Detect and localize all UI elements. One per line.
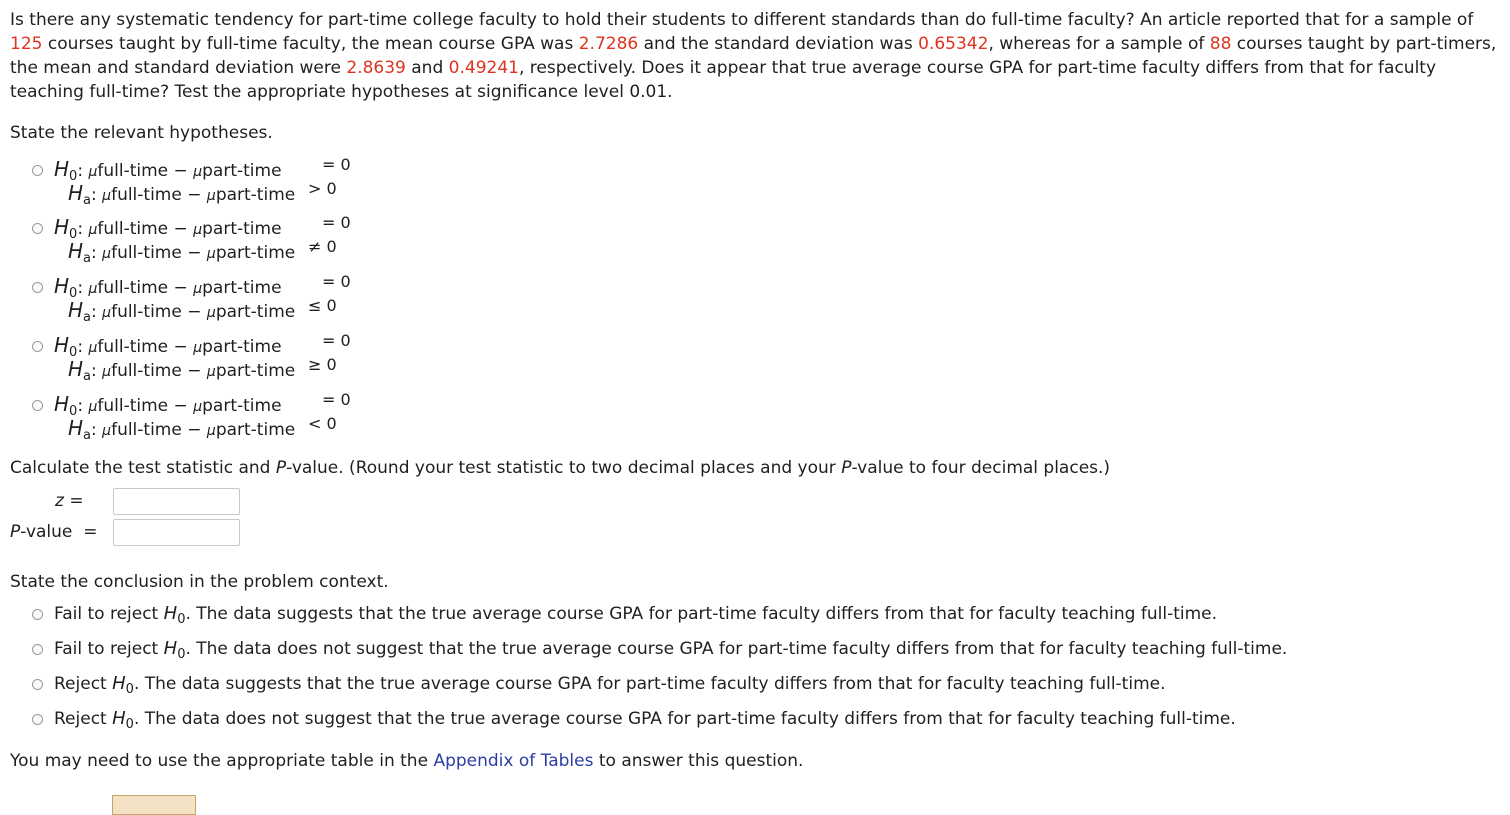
- h-subscript: 0: [69, 227, 78, 242]
- calc-label-p: P: [275, 458, 287, 478]
- full-time-label: full-time: [97, 161, 169, 181]
- pvalue-p: P: [10, 522, 21, 542]
- full-time-label: full-time: [111, 243, 182, 263]
- h-subscript: 0: [125, 717, 134, 732]
- conclusion-tail: . The data suggests that the true average course GPA for part-time faculty differs from that for faculty teaching full-time.: [185, 604, 1218, 624]
- h-symbol: H: [68, 181, 84, 205]
- statement-text: , respectively. Does it appear that true average course GPA for part-time faculty differs from that for faculty teaching full-time? Test the appropriate hypotheses at significance level 0.01.: [10, 58, 1437, 102]
- radio-button[interactable]: [32, 679, 43, 690]
- hypothesis-option-4[interactable]: [32, 333, 432, 385]
- conclusion-lead: Fail to reject: [54, 639, 164, 659]
- radio-button[interactable]: [32, 714, 43, 725]
- equals-sign: =: [69, 491, 84, 511]
- full-time-label: full-time: [97, 396, 169, 416]
- h0-line: [54, 215, 282, 242]
- radio-button[interactable]: [32, 400, 43, 411]
- h-symbol: H: [68, 239, 84, 263]
- conclusion-text: [54, 603, 1218, 627]
- mu-symbol: μ: [193, 340, 203, 356]
- statement-text: courses taught by part-timers, the mean and standard deviation were: [10, 34, 1497, 78]
- ha-line: [68, 416, 296, 443]
- colon: :: [77, 161, 84, 181]
- part-time-label: part-time: [215, 185, 296, 205]
- h-subscript: 0: [177, 612, 186, 627]
- conclusion-tail: . The data does not suggest that the true average course GPA for part-time faculty differs from that for faculty teaching full-time.: [133, 709, 1236, 729]
- colon: :: [91, 185, 97, 205]
- statement-text: Is there any systematic tendency for part-time college faculty to hold their students to different standards than do full-time faculty? An article reported that for a sample of: [10, 10, 1474, 30]
- conclusion-tail: . The data suggests that the true average course GPA for part-time faculty differs from that for faculty teaching full-time.: [133, 674, 1166, 694]
- mu-symbol: μ: [102, 364, 112, 380]
- mu-symbol: μ: [206, 188, 216, 204]
- conclusion-text: [54, 708, 1236, 732]
- colon: :: [77, 396, 84, 416]
- h-symbol: H: [112, 708, 126, 729]
- part-time-label: part-time: [215, 420, 296, 440]
- part-time-label: part-time: [202, 396, 282, 416]
- full-time-label: full-time: [111, 361, 182, 381]
- h0-line: [54, 392, 282, 419]
- h-subscript: 0: [69, 286, 78, 301]
- sd-part-value: 0.49241: [448, 58, 519, 78]
- mean-full-value: 2.7286: [578, 34, 639, 54]
- radio-button[interactable]: [32, 165, 43, 176]
- h-symbol: H: [163, 638, 178, 659]
- pvalue-text: -value: [20, 522, 73, 542]
- hypothesis-option-5[interactable]: [32, 392, 432, 444]
- part-time-label: part-time: [202, 161, 282, 181]
- statement-text: and: [405, 58, 449, 78]
- colon: :: [91, 420, 97, 440]
- minus-sign: −: [187, 243, 202, 263]
- conclusion-text: [54, 638, 1288, 662]
- radio-button[interactable]: [32, 223, 43, 234]
- colon: :: [91, 243, 97, 263]
- z-symbol: z: [55, 491, 64, 511]
- conclusion-lead: Fail to reject: [54, 604, 164, 624]
- colon: :: [77, 337, 84, 357]
- conclusion-text: [54, 673, 1166, 697]
- h-symbol: H: [54, 215, 70, 239]
- colon: :: [91, 361, 97, 381]
- part-time-label: part-time: [215, 302, 296, 322]
- radio-button[interactable]: [32, 644, 43, 655]
- h-symbol: H: [54, 157, 70, 181]
- minus-sign: −: [173, 337, 188, 357]
- mu-symbol: μ: [88, 399, 98, 415]
- mu-symbol: μ: [206, 364, 216, 380]
- full-time-label: full-time: [111, 302, 182, 322]
- h0-line: [54, 274, 282, 301]
- ha-relation: ≠ 0: [308, 237, 337, 256]
- h-symbol: H: [54, 392, 70, 416]
- full-time-label: full-time: [111, 185, 182, 205]
- mu-symbol: μ: [88, 222, 98, 238]
- h-subscript: 0: [69, 169, 78, 184]
- h-symbol: H: [68, 298, 84, 322]
- sd-full-value: 0.65342: [918, 34, 989, 54]
- footer-text: to answer this question.: [593, 751, 804, 771]
- mean-part-value: 2.8639: [346, 58, 406, 78]
- mu-symbol: μ: [193, 164, 203, 180]
- h-subscript: a: [83, 193, 92, 208]
- equals-sign: =: [83, 522, 98, 542]
- radio-button[interactable]: [32, 282, 43, 293]
- h0-relation: = 0: [322, 213, 351, 232]
- minus-sign: −: [173, 161, 188, 181]
- ha-line: [68, 357, 296, 384]
- conclusion-lead: Reject: [54, 674, 113, 694]
- h0-relation: = 0: [322, 390, 351, 409]
- calc-label-text: Calculate the test statistic and: [10, 458, 276, 478]
- ha-relation: ≤ 0: [308, 296, 337, 315]
- part-time-label: part-time: [215, 243, 296, 263]
- appendix-link[interactable]: Appendix of Tables: [433, 751, 594, 771]
- h0-line: [54, 333, 282, 360]
- h-symbol: H: [68, 416, 84, 440]
- part-time-label: part-time: [215, 361, 296, 381]
- part-time-label: part-time: [202, 337, 282, 357]
- problem-statement: [10, 8, 1500, 104]
- h-subscript: a: [83, 428, 92, 443]
- full-time-label: full-time: [111, 420, 182, 440]
- ha-relation: > 0: [308, 179, 337, 198]
- colon: :: [91, 302, 97, 322]
- hypothesis-option-3[interactable]: [32, 274, 432, 326]
- minus-sign: −: [187, 185, 202, 205]
- mu-symbol: μ: [102, 188, 112, 204]
- minus-sign: −: [173, 396, 188, 416]
- full-time-label: full-time: [97, 278, 169, 298]
- hypotheses-label: State the relevant hypotheses.: [10, 123, 273, 143]
- conclusion-label: State the conclusion in the problem context.: [10, 572, 389, 592]
- calc-label: [10, 458, 1110, 478]
- part-time-label: part-time: [202, 278, 282, 298]
- minus-sign: −: [187, 361, 202, 381]
- z-label: [55, 491, 84, 511]
- radio-button[interactable]: [32, 341, 43, 352]
- mu-symbol: μ: [206, 305, 216, 321]
- h-subscript: 0: [69, 345, 78, 360]
- mu-symbol: μ: [206, 246, 216, 262]
- h-symbol: H: [112, 673, 126, 694]
- conclusion-lead: Reject: [54, 709, 113, 729]
- mu-symbol: μ: [102, 305, 112, 321]
- mu-symbol: μ: [102, 423, 112, 439]
- question-page: [10, 8, 1500, 771]
- minus-sign: −: [173, 278, 188, 298]
- h-symbol: H: [163, 603, 178, 624]
- colon: :: [77, 278, 84, 298]
- mu-symbol: μ: [102, 246, 112, 262]
- ha-line: [68, 239, 296, 266]
- mu-symbol: μ: [88, 281, 98, 297]
- pvalue-input[interactable]: [113, 519, 240, 546]
- radio-button[interactable]: [32, 609, 43, 620]
- mu-symbol: μ: [193, 222, 203, 238]
- statement-text: courses taught by full-time faculty, the mean course GPA was: [42, 34, 579, 54]
- footer-note: [10, 751, 803, 771]
- submit-button-partial[interactable]: [112, 795, 196, 815]
- part-time-label: part-time: [202, 219, 282, 239]
- calc-label-p: P: [841, 458, 852, 478]
- h-subscript: 0: [69, 404, 78, 419]
- ha-line: [68, 181, 296, 208]
- mu-symbol: μ: [193, 399, 203, 415]
- pvalue-label: [10, 522, 97, 542]
- full-time-label: full-time: [97, 337, 169, 357]
- h0-relation: = 0: [322, 272, 351, 291]
- statement-text: , whereas for a sample of: [988, 34, 1210, 54]
- calc-label-text: -value. (Round your test statistic to two decimal places and your: [286, 458, 842, 478]
- full-time-label: full-time: [97, 219, 169, 239]
- mu-symbol: μ: [193, 281, 203, 297]
- h-subscript: a: [83, 369, 92, 384]
- h0-relation: = 0: [322, 331, 351, 350]
- h0-relation: = 0: [322, 155, 351, 174]
- h0-line: [54, 157, 282, 184]
- h-symbol: H: [54, 333, 70, 357]
- colon: :: [77, 219, 84, 239]
- h-subscript: 0: [177, 647, 186, 662]
- h-subscript: 0: [125, 682, 134, 697]
- minus-sign: −: [187, 420, 202, 440]
- z-input[interactable]: [113, 488, 240, 515]
- statement-text: and the standard deviation was: [638, 34, 919, 54]
- n-part-value: 88: [1209, 34, 1232, 54]
- mu-symbol: μ: [206, 423, 216, 439]
- calc-label-text: -value to four decimal places.): [851, 458, 1111, 478]
- ha-relation: ≥ 0: [308, 355, 337, 374]
- h-subscript: a: [83, 310, 92, 325]
- h-symbol: H: [54, 274, 70, 298]
- h-subscript: a: [83, 251, 92, 266]
- n-full-value: 125: [10, 34, 43, 54]
- ha-line: [68, 298, 296, 325]
- ha-relation: < 0: [308, 414, 337, 433]
- minus-sign: −: [173, 219, 188, 239]
- footer-text: You may need to use the appropriate table in the: [10, 751, 434, 771]
- h-symbol: H: [68, 357, 84, 381]
- mu-symbol: μ: [88, 164, 98, 180]
- hypothesis-option-1[interactable]: [32, 157, 432, 209]
- mu-symbol: μ: [88, 340, 98, 356]
- hypothesis-option-2[interactable]: [32, 215, 432, 267]
- minus-sign: −: [187, 302, 202, 322]
- conclusion-tail: . The data does not suggest that the true average course GPA for part-time faculty differs from that for faculty teaching full-time.: [185, 639, 1288, 659]
